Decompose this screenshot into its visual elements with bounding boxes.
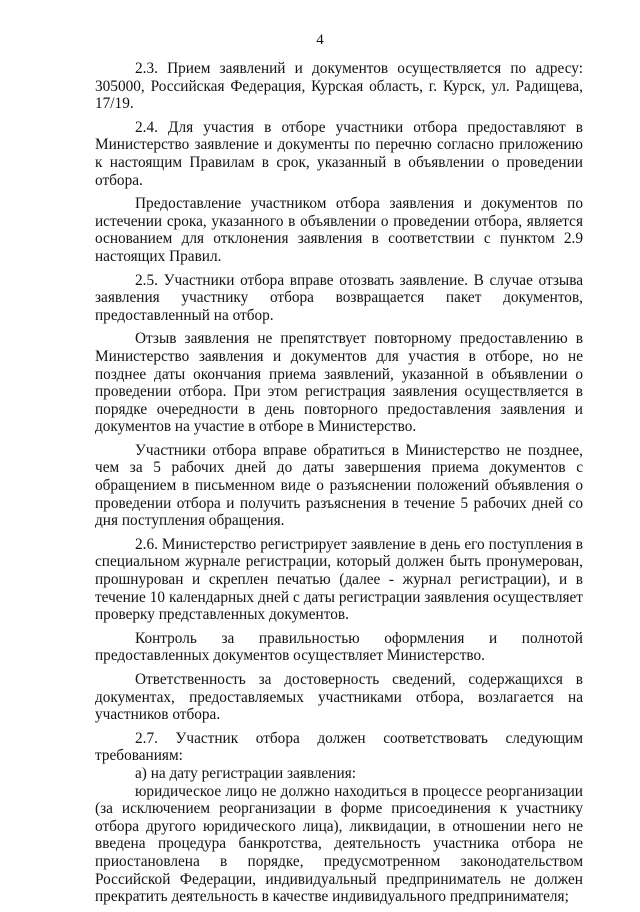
- paragraph-legal-entity: юридическое лицо не должно находиться в процессе реорганизации (за исключением реорганизации в форме присоединения к участнику отбора другого юридического лица), ликвидации, в отношении него не введена процедура банкротства, деятельность участника отбора не приостановлена в порядке, предусмотренном законодательством Российской Федерации, индивидуальный предприниматель не должен прекратить деятельность в качестве индивидуального предпринимателя;: [95, 782, 583, 906]
- paragraph-2-3: 2.3. Прием заявлений и документов осуществляется по адресу: 305000, Российская Федерация, Курская область, г. Курск, ул. Радищева, 17/19.: [95, 60, 583, 113]
- paragraph-clarification: Участники отбора вправе обратиться в Министерство не позднее, чем за 5 рабочих дней до даты завершения приема документов с обращением в письменном виде о разъяснении положений объявления о проведении отбора и получить разъяснения в течение 5 рабочих дней со дня поступления обращения.: [95, 441, 583, 530]
- paragraph-2-5: 2.5. Участники отбора вправе отозвать заявление. В случае отзыва заявления участнику отбора возвращается пакет документов, предоставленный на отбор.: [95, 271, 583, 324]
- paragraph-2-4: 2.4. Для участия в отборе участники отбора предоставляют в Министерство заявление и документы по перечню согласно приложению к настоящим Правилам в срок, указанный в объявлении о проведении отбора.: [95, 118, 583, 189]
- document-body: [95, 60, 583, 912]
- paragraph-withdrawal: Отзыв заявления не препятствует повторному предоставлению в Министерство заявления и документов для участия в отборе, но не позднее даты окончания приема заявлений, указанной в объявлении о проведении отбора. При этом регистрация заявления осуществляется в порядке очередности в день повторного предоставления заявления и документов на участие в отборе в Министерство.: [95, 330, 583, 436]
- paragraph-responsibility: Ответственность за достоверность сведений, содержащихся в документах, предоставляемых участниками отбора, возлагается на участников отбора.: [95, 671, 583, 724]
- paragraph-2-7: 2.7. Участник отбора должен соответствовать следующим требованиям:: [95, 729, 583, 765]
- paragraph-2-6: 2.6. Министерство регистрирует заявление в день его поступления в специальном журнале регистрации, который должен быть пронумерован, прошнурован и скреплен печатью (далее - журнал регистрации), и в течение 10 календарных дней с даты регистрации заявления осуществляет проверку представленных документов.: [95, 535, 583, 624]
- paragraph-control: Контроль за правильностью оформления и полнотой предоставленных документов осуществляет Министерство.: [95, 629, 583, 665]
- paragraph-2-7-a: а) на дату регистрации заявления:: [135, 764, 356, 782]
- paragraph-late-submission: Предоставление участником отбора заявления и документов по истечении срока, указанного в объявлении о проведении отбора, является основанием для отклонения заявления в соответствии с пунктом 2.9 настоящих Правил.: [95, 195, 583, 265]
- page-number: 4: [316, 32, 324, 48]
